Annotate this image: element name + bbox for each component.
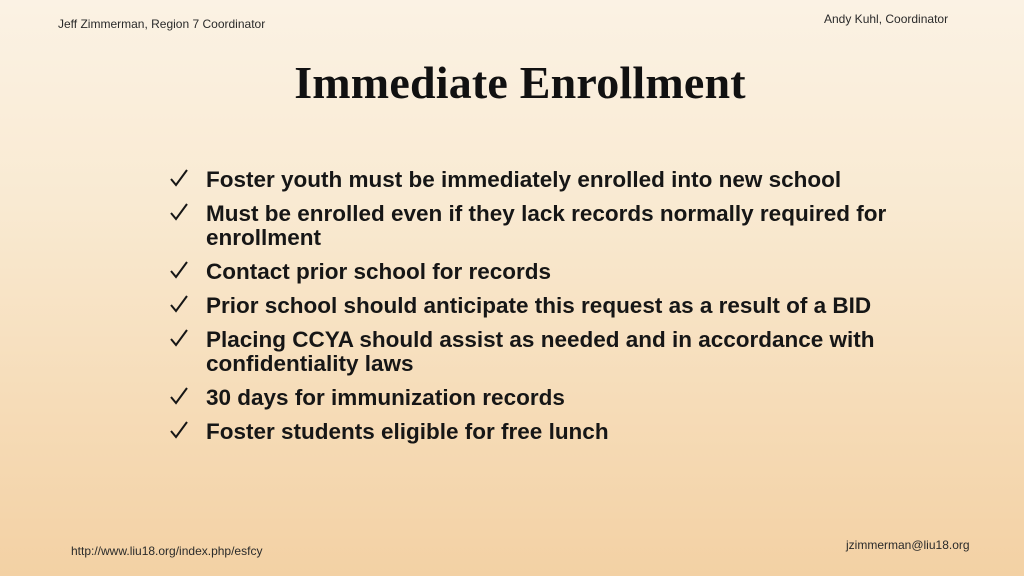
header-coordinator: Andy Kuhl, Coordinator (824, 12, 949, 26)
bullet-item (170, 386, 930, 410)
checkmark-icon (170, 420, 188, 440)
bullet-item (170, 260, 930, 284)
bullet-item (170, 328, 930, 376)
bullet-text: Placing CCYA should assist as needed and in accordance with confidentiality laws (206, 327, 875, 376)
bullet-list (170, 168, 930, 454)
bullet-text: Prior school should anticipate this request as a result of a BID (206, 293, 872, 318)
bullet-item (170, 294, 930, 318)
checkmark-icon (170, 328, 188, 348)
bullet-text: Foster youth must be immediately enrolled into new school (206, 167, 842, 192)
bullet-text: 30 days for immunization records (206, 385, 565, 410)
checkmark-icon (170, 168, 188, 188)
header-presenter: Jeff Zimmerman, Region 7 Coordinator (58, 17, 266, 31)
bullet-text: Foster students eligible for free lunch (206, 419, 609, 444)
bullet-text: Contact prior school for records (206, 259, 552, 284)
slide-title: Immediate Enrollment (294, 57, 746, 108)
bullet-item (170, 202, 930, 250)
bullet-item (170, 420, 930, 444)
checkmark-icon (170, 294, 188, 314)
checkmark-icon (170, 386, 188, 406)
bullet-item (170, 168, 930, 192)
footer-url: http://www.liu18.org/index.php/esfcy (71, 544, 263, 558)
bullet-text: Must be enrolled even if they lack records normally required for enrollment (206, 201, 887, 250)
footer-email: jzimmerman@liu18.org (846, 538, 970, 552)
checkmark-icon (170, 260, 188, 280)
checkmark-icon (170, 202, 188, 222)
